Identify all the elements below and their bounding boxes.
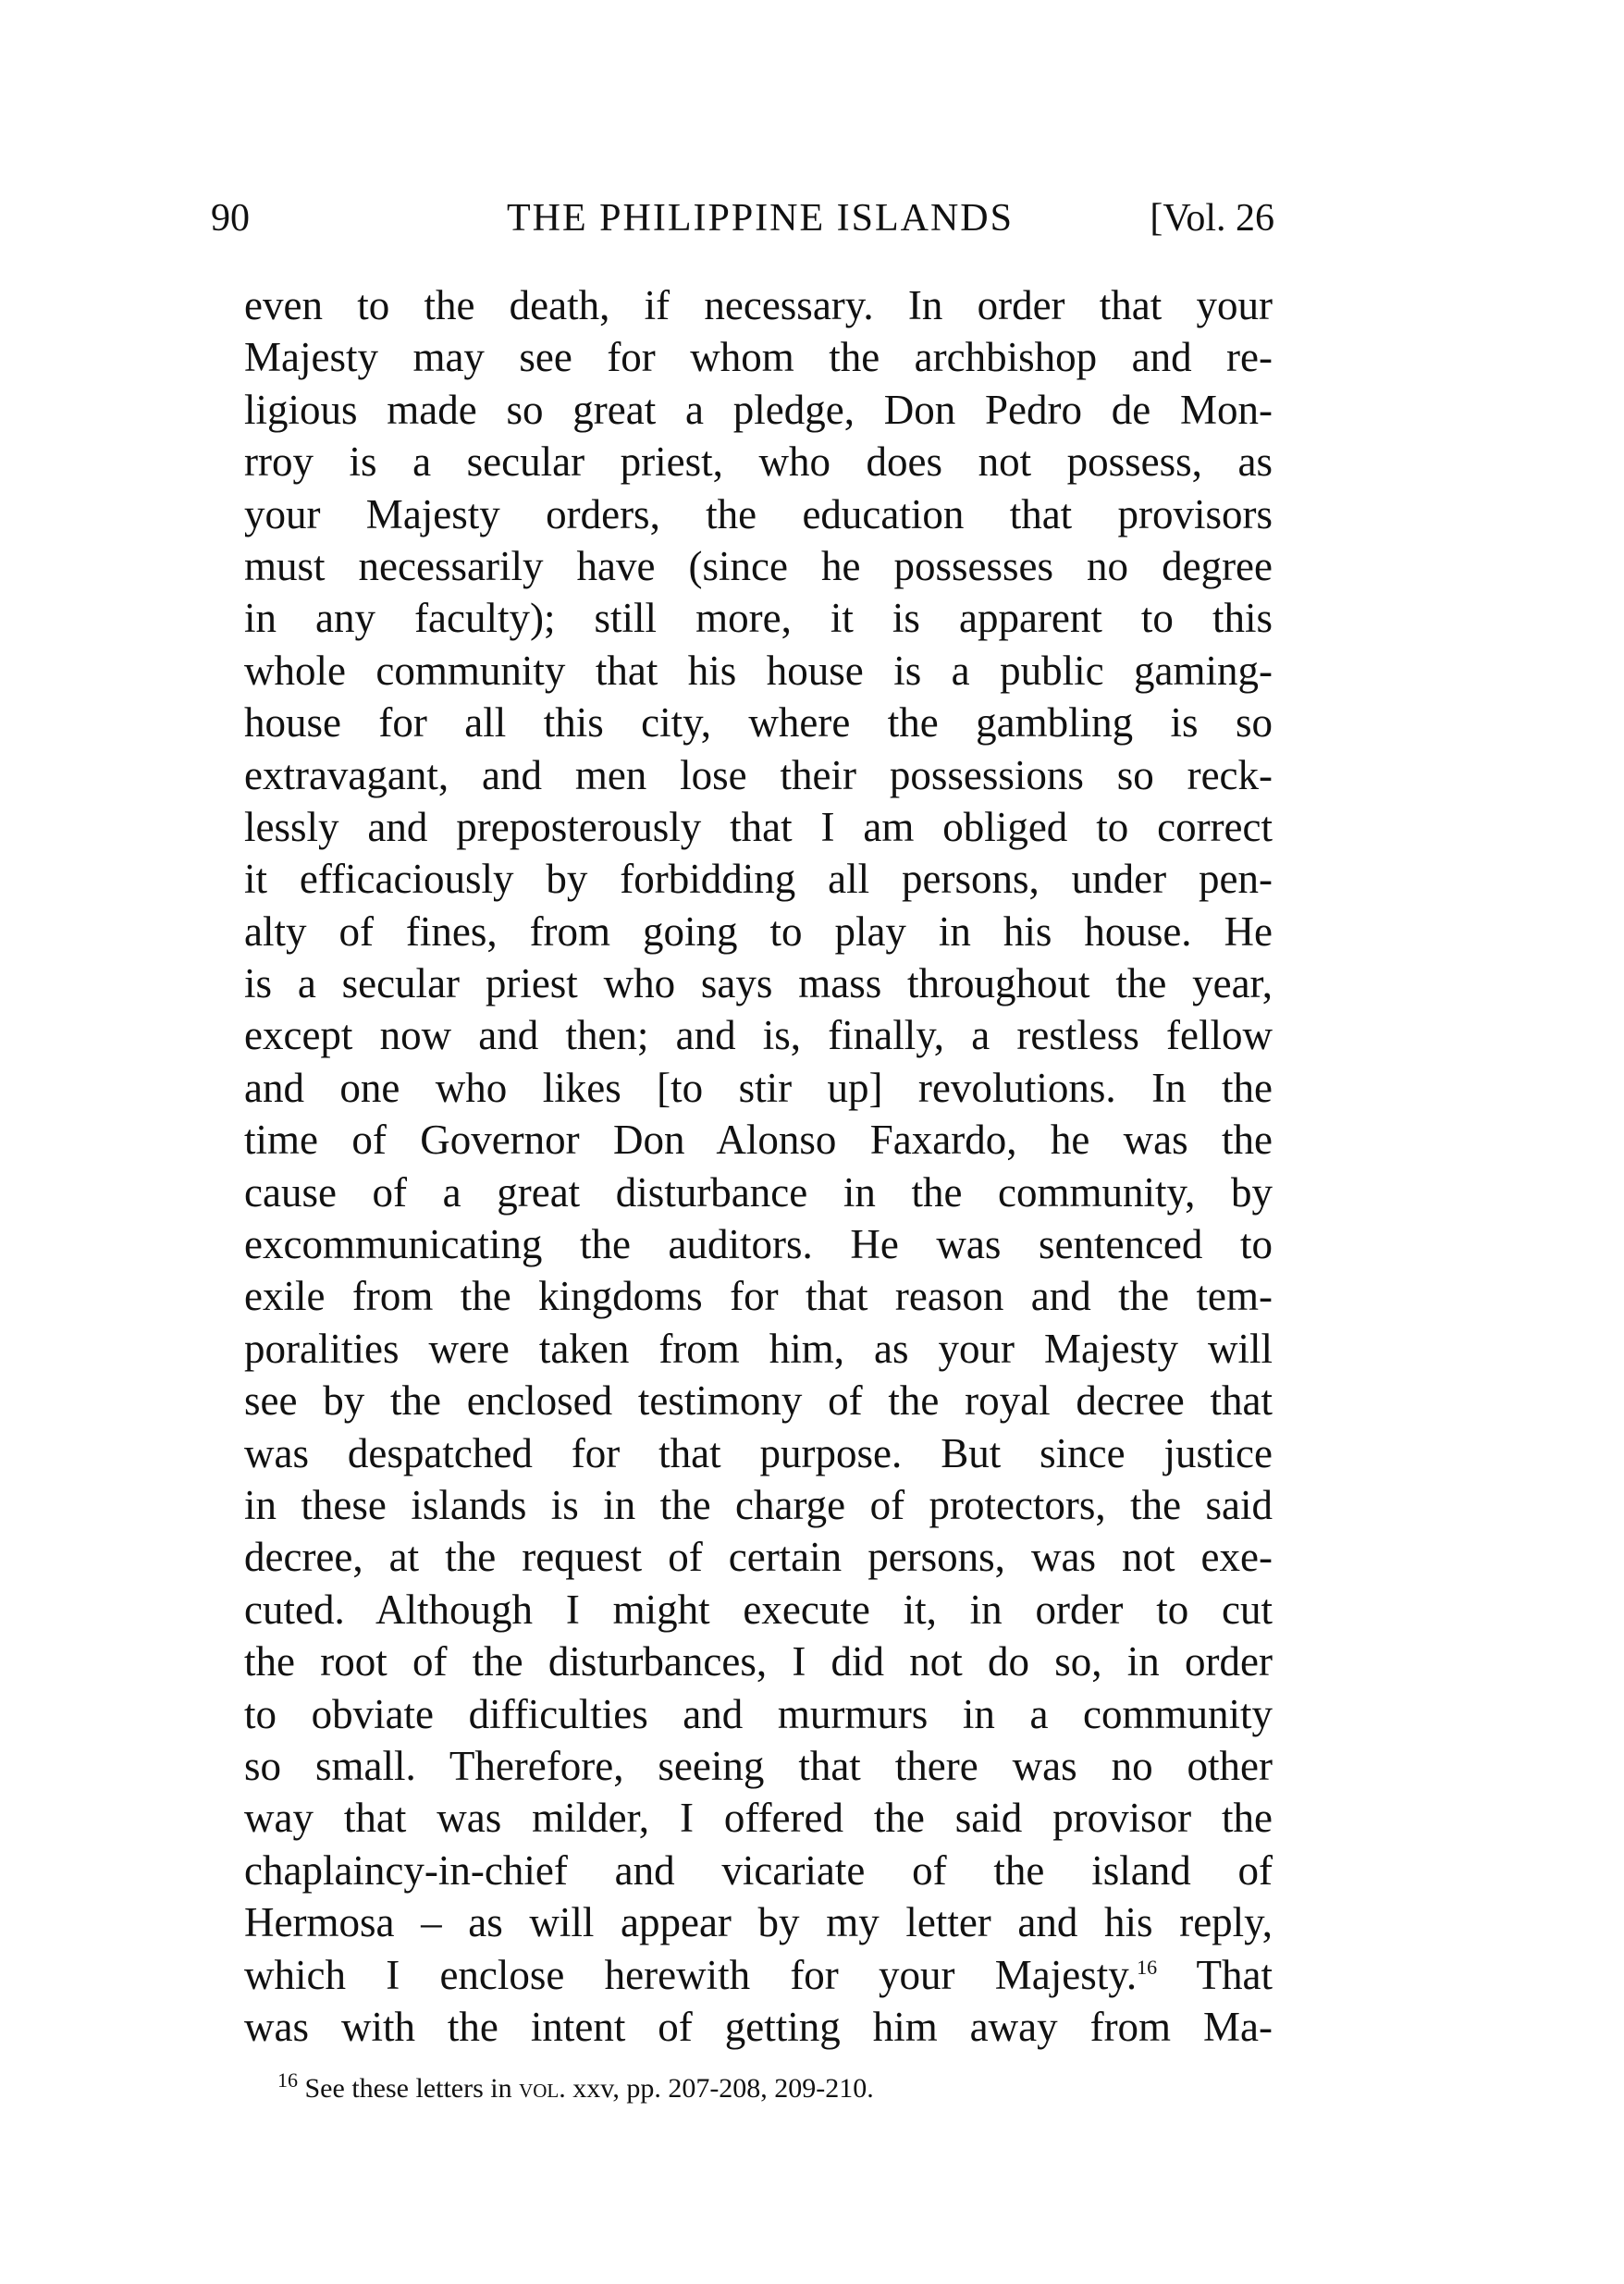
text-line: poralities were taken from him, as your Majesty will <box>244 1325 1273 1372</box>
text-line: in these islands is in the charge of protectors, the said <box>244 1481 1273 1528</box>
text-line: Hermosa – as will appear by my letter and his reply, <box>244 1899 1273 1946</box>
text-line: lessly and preposterously that I am obliged to correct <box>244 803 1273 850</box>
text-line: exile from the kingdoms for that reason and the tem- <box>244 1273 1273 1320</box>
text-line: and one who likes [to stir up] revolutions. In the <box>244 1064 1273 1111</box>
text-line: except now and then; and is, finally, a restless fellow <box>244 1012 1273 1059</box>
body-text <box>244 279 1273 2053</box>
text-line: so small. Therefore, seeing that there was no other <box>244 1742 1273 1789</box>
text-line: ligious made so great a pledge, Don Pedro de Mon- <box>244 386 1273 433</box>
text-line: time of Governor Don Alonso Faxardo, he was the <box>244 1117 1273 1164</box>
text-line: your Majesty orders, the education that provisors <box>244 490 1273 537</box>
text-line: house for all this city, where the gambling is so <box>244 699 1273 747</box>
text-line: extravagant, and men lose their possessions so reck- <box>244 751 1273 798</box>
text-line: was despatched for that purpose. But since justice <box>244 1429 1273 1476</box>
footnote-reference: 16 <box>1137 1955 1158 1979</box>
running-head <box>211 191 1274 246</box>
text-line: excommunicating the auditors. He was sentenced to <box>244 1221 1273 1268</box>
text-line: was with the intent of getting him away from Ma- <box>244 2003 1273 2050</box>
text-line: cause of a great disturbance in the community, by <box>244 1168 1273 1216</box>
text-line: whole community that his house is a public gaming- <box>244 647 1273 694</box>
text-line: way that was milder, I offered the said provisor the <box>244 1795 1273 1842</box>
footnote <box>277 2070 1202 2107</box>
text-line: alty of fines, from going to play in his house. He <box>244 907 1273 955</box>
text-line: cuted. Although I might execute it, in order to cut <box>244 1586 1273 1633</box>
footnote-text: See these letters in <box>304 2073 512 2104</box>
text-line: to obviate difficulties and murmurs in a community <box>244 1690 1273 1737</box>
text-line-with-note <box>244 1949 1273 2001</box>
footnote-reference-text: xxv, pp. 207-208, 209-210. <box>572 2073 874 2104</box>
running-title: THE PHILIPPINE ISLANDS <box>507 197 1014 240</box>
footnote-number: 16 <box>277 2068 298 2092</box>
text-line: even to the death, if necessary. In order that your <box>244 282 1273 328</box>
footnote-vol-label: vol. <box>519 2073 566 2104</box>
text-line: see by the enclosed testimony of the royal decree that <box>244 1377 1273 1425</box>
text-line-end: That <box>1196 1951 1273 1998</box>
text-line: must necessarily have (since he possesses no degree <box>244 542 1273 589</box>
text-line: in any faculty); still more, it is apparent to this <box>244 595 1273 642</box>
text-line: it efficaciously by forbidding all persons, under pen- <box>244 856 1273 903</box>
text-line-start: which I enclose herewith for your Majesty. <box>244 1951 1138 1998</box>
text-line: Majesty may see for whom the archbishop and re- <box>244 334 1273 381</box>
text-line: decree, at the request of certain persons, was not exe- <box>244 1534 1273 1581</box>
volume-label: [Vol. 26 <box>1150 197 1274 240</box>
text-line: chaplaincy-in-chief and vicariate of the island of <box>244 1846 1273 1894</box>
text-line: the root of the disturbances, I did not do so, in order <box>244 1638 1273 1685</box>
page-number: 90 <box>211 197 250 240</box>
text-line: rroy is a secular priest, who does not possess, as <box>244 438 1273 486</box>
text-line: is a secular priest who says mass throughout the year, <box>244 960 1273 1007</box>
